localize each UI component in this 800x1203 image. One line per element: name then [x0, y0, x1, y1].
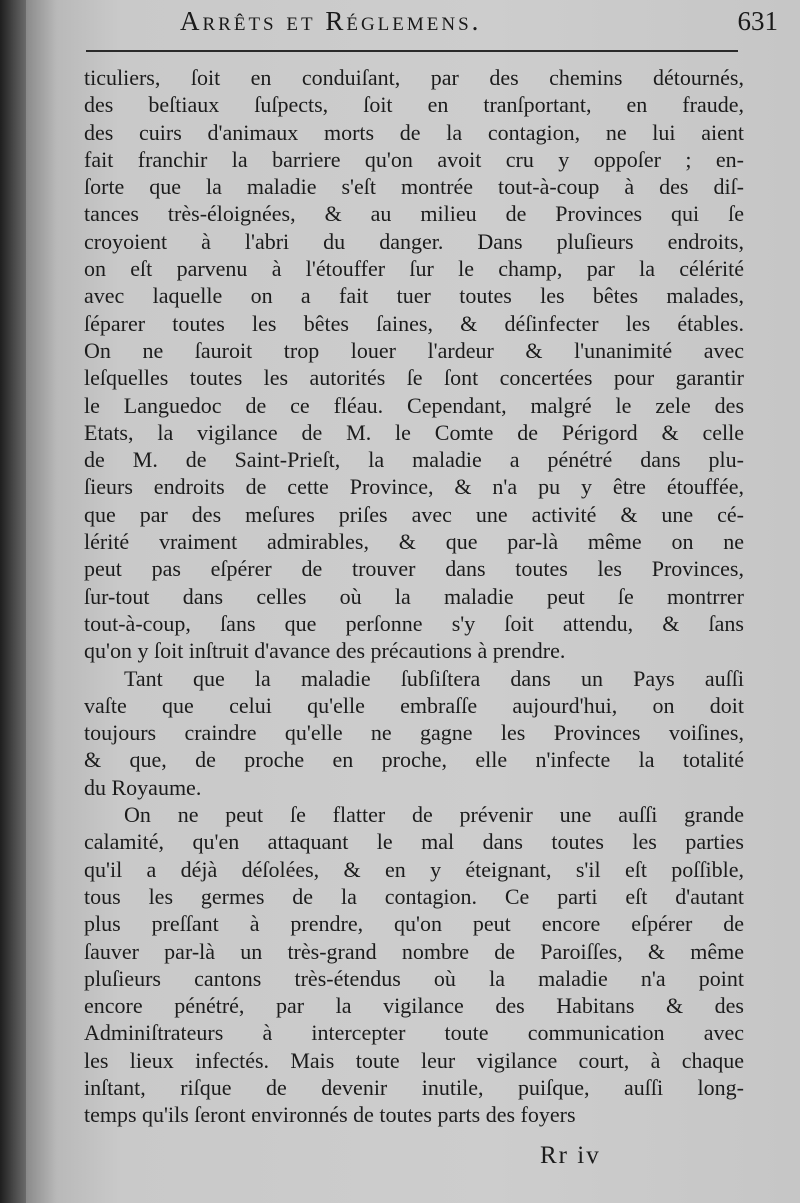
text-line: pluſieurs cantons très-étendus où la maladie n'a point — [84, 965, 744, 991]
page-number: 631 — [737, 6, 778, 36]
text-line: fait franchir la barriere qu'on avoit cru y oppoſer ; en- — [84, 146, 744, 172]
text-line: leſquelles toutes les autorités ſe ſont concertées pour garantir — [84, 365, 744, 391]
text-line: tous les germes de la contagion. Ce parti eſt d'autant — [84, 883, 744, 909]
text-line: des cuirs d'animaux morts de la contagion, ne lui aient — [84, 119, 744, 145]
text-line: les lieux infectés. Mais toute leur vigilance court, à chaque — [84, 1047, 744, 1073]
signature-mark: Rr iv — [540, 1142, 601, 1169]
text-line: avec laquelle on a fait tuer toutes les bêtes malades, — [84, 283, 744, 309]
text-line: on eſt parvenu à l'étouffer ſur le champ, par la célérité — [84, 256, 744, 282]
text-line: ſur-tout dans celles où la maladie peut ſe montrrer — [84, 583, 744, 609]
text-line: ticuliers, ſoit en conduiſant, par des chemins détournés, — [84, 65, 744, 90]
text-line: temps qu'ils ſeront environnés de toutes parts des foyers — [84, 1102, 576, 1128]
text-line: & que, de proche en proche, elle n'infecte la totalité — [84, 747, 744, 773]
text-line: du Royaume. — [84, 774, 202, 800]
book-spine-shadow — [0, 0, 26, 1203]
text-line: que par des meſures priſes avec une activité & une cé- — [84, 501, 744, 527]
text-line: plus preſſant à prendre, qu'on peut encore eſpérer de — [84, 911, 744, 937]
text-line: des beſtiaux ſuſpects, ſoit en tranſportant, en fraude, — [84, 92, 744, 118]
text-line: toujours craindre qu'elle ne gagne les Provinces voiſines, — [84, 720, 744, 746]
body-text — [84, 64, 744, 1129]
text-line: tout-à-coup, ſans que perſonne s'y ſoit attendu, & ſans — [84, 610, 744, 636]
text-line: calamité, qu'en attaquant le mal dans toutes les parties — [84, 829, 744, 855]
text-line: lérité vraiment admirables, & que par-là même on ne — [84, 529, 744, 555]
text-line: Tant que la maladie ſubſiſtera dans un Pays auſſi — [124, 665, 744, 691]
text-line: ſorte que la maladie s'eſt montrée tout-à-coup à des diſ- — [84, 174, 744, 200]
text-line: inſtant, riſque de devenir inutile, puiſque, auſſi long- — [84, 1074, 744, 1100]
text-line: On ne peut ſe flatter de prévenir une auſſi grande — [124, 802, 744, 828]
text-line: croyoient à l'abri du danger. Dans pluſieurs endroits, — [84, 228, 744, 254]
text-line: qu'on y ſoit inſtruit d'avance des précautions à prendre. — [84, 638, 566, 664]
text-line: Adminiſtrateurs à intercepter toute communication avec — [84, 1020, 744, 1046]
running-head: Arrêts et Réglemens. — [180, 6, 482, 36]
text-line: de M. de Saint-Prieſt, la maladie a pénétré dans plu- — [84, 447, 744, 473]
text-line: ſieurs endroits de cette Province, & n'a pu y être étouffée, — [84, 474, 744, 500]
header-rule — [86, 50, 738, 52]
text-line: peut pas eſpérer de trouver dans toutes les Provinces, — [84, 556, 744, 582]
text-line: vaſte que celui qu'elle embraſſe aujourd'hui, on doit — [84, 692, 744, 718]
text-line: tances très-éloignées, & au milieu de Provinces qui ſe — [84, 201, 744, 227]
text-line: ſéparer toutes les bêtes ſaines, & déſinfecter les étables. — [84, 310, 744, 336]
text-line: On ne ſauroit trop louer l'ardeur & l'unanimité avec — [84, 337, 744, 363]
book-page — [26, 0, 800, 1203]
page-header — [88, 4, 778, 44]
text-line: qu'il a déjà déſolées, & en y éteignant, s'il eſt poſſible, — [84, 856, 744, 882]
text-line: ſauver par-là un très-grand nombre de Paroiſſes, & même — [84, 938, 744, 964]
text-line: encore pénétré, par la vigilance des Habitans & des — [84, 993, 744, 1019]
text-line: Etats, la vigilance de M. le Comte de Périgord & celle — [84, 419, 744, 445]
text-line: le Languedoc de ce fléau. Cependant, malgré le zele des — [84, 392, 744, 418]
